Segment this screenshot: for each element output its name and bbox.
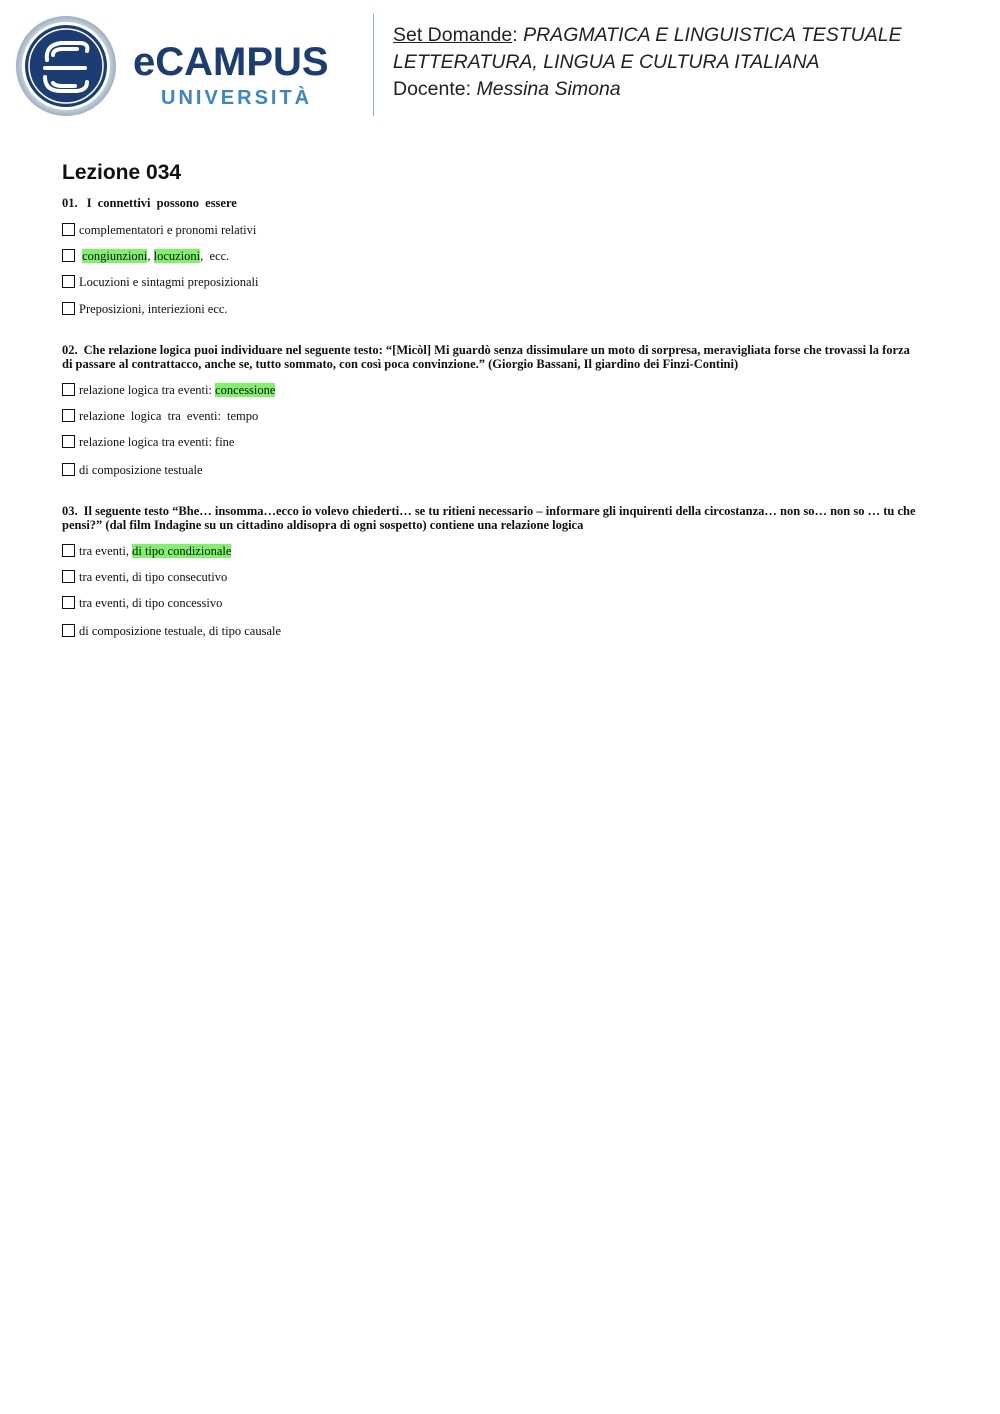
checkbox[interactable] bbox=[62, 223, 75, 236]
checkbox[interactable] bbox=[62, 570, 75, 583]
option-text: relazione logica tra eventi: fine bbox=[79, 435, 235, 449]
option-sep: , bbox=[147, 249, 151, 263]
highlighted-answer: concessione bbox=[215, 383, 276, 397]
q02-option-d[interactable] bbox=[62, 461, 203, 479]
checkbox[interactable] bbox=[62, 383, 75, 396]
q03-option-c[interactable] bbox=[62, 594, 222, 612]
option-text: Locuzioni e sintagmi preposizionali bbox=[79, 275, 259, 289]
question-01 bbox=[62, 197, 932, 211]
subject-line-2: LETTERATURA, LINGUA E CULTURA ITALIANA bbox=[393, 51, 820, 73]
highlighted-answer: locuzioni bbox=[153, 249, 201, 263]
header-divider bbox=[373, 14, 374, 116]
q01-option-a[interactable] bbox=[62, 221, 256, 239]
ecampus-emblem-logo bbox=[15, 15, 117, 117]
checkbox[interactable] bbox=[62, 249, 75, 262]
teacher-label: Docente: bbox=[393, 78, 472, 100]
option-text: relazione logica tra eventi: bbox=[79, 383, 216, 397]
q01-option-b[interactable] bbox=[62, 247, 229, 265]
question-03 bbox=[62, 505, 932, 532]
checkbox[interactable] bbox=[62, 624, 75, 637]
q02-option-b[interactable] bbox=[62, 407, 258, 425]
highlighted-answer: di tipo condizionale bbox=[132, 544, 232, 558]
option-text: di composizione testuale, di tipo causale bbox=[79, 624, 282, 638]
question-text: Che relazione logica puoi individuare nel seguente testo: “[Micòl] Mi guardò senza dissimulare un moto di sorpresa, meravigliata forse che trovassi la forza bbox=[83, 343, 910, 357]
option-text: tra eventi, di tipo concessivo bbox=[79, 596, 223, 610]
highlighted-answer: congiunzioni bbox=[82, 249, 148, 263]
q01-option-c[interactable] bbox=[62, 273, 258, 291]
checkbox[interactable] bbox=[62, 275, 75, 288]
option-text: Preposizioni, interiezioni ecc. bbox=[79, 302, 228, 316]
q03-option-a[interactable] bbox=[62, 542, 231, 560]
question-line-1 bbox=[62, 344, 932, 358]
option-text: complementatori e pronomi relativi bbox=[79, 223, 257, 237]
option-text: tra eventi, di tipo consecutivo bbox=[79, 570, 228, 584]
option-text: tra eventi, bbox=[79, 544, 133, 558]
checkbox[interactable] bbox=[62, 302, 75, 315]
question-text: Il seguente testo “Bhe… insomma…ecco io volevo chiederti… se tu ritieni necessario – informare gli inquirenti della circostanza… non so… non so … tu che bbox=[83, 504, 916, 518]
question-line-2: di passare al contrattacco, anche se, tutto sommato, con così poca convinzione.” (Giorgio Bassani, Il giardino dei Finzi-Contini) bbox=[62, 356, 739, 371]
checkbox[interactable] bbox=[62, 463, 75, 476]
question-number: 03. bbox=[62, 504, 78, 518]
logo-subtitle: UNIVERSITÀ bbox=[161, 87, 313, 109]
q03-option-d[interactable] bbox=[62, 622, 281, 640]
set-colon: : bbox=[512, 24, 518, 46]
question-number: 01. bbox=[62, 196, 78, 210]
question-02 bbox=[62, 344, 932, 371]
ecampus-wordmark-logo bbox=[133, 40, 355, 112]
set-line bbox=[393, 22, 902, 49]
lesson-title: Lezione 034 bbox=[62, 161, 182, 184]
option-text: relazione logica tra eventi: tempo bbox=[79, 409, 259, 423]
checkbox[interactable] bbox=[62, 435, 75, 448]
q01-option-d[interactable] bbox=[62, 300, 228, 318]
header-info bbox=[393, 22, 902, 103]
subject-line-1: PRAGMATICA E LINGUISTICA TESTUALE bbox=[523, 24, 902, 46]
logo-wordmark: eCAMPUS bbox=[133, 40, 329, 84]
teacher-name: Messina Simona bbox=[476, 78, 621, 100]
question-number: 02. bbox=[62, 343, 78, 357]
q02-option-c[interactable] bbox=[62, 433, 234, 451]
page-header bbox=[0, 0, 1000, 130]
q03-option-b[interactable] bbox=[62, 568, 227, 586]
checkbox[interactable] bbox=[62, 596, 75, 609]
question-text: I connettivi possono essere bbox=[86, 196, 237, 210]
question-line-2: pensi?” (dal film Indagine su un cittadino aldisopra di ogni sospetto) contiene una relazione logica bbox=[62, 517, 584, 532]
question-line-1 bbox=[62, 505, 932, 519]
checkbox[interactable] bbox=[62, 544, 75, 557]
teacher-line bbox=[393, 76, 902, 103]
option-sep: , ecc. bbox=[200, 249, 230, 263]
q02-option-a[interactable] bbox=[62, 381, 275, 399]
set-label: Set Domande bbox=[393, 24, 513, 46]
checkbox[interactable] bbox=[62, 409, 75, 422]
option-text: di composizione testuale bbox=[79, 463, 203, 477]
